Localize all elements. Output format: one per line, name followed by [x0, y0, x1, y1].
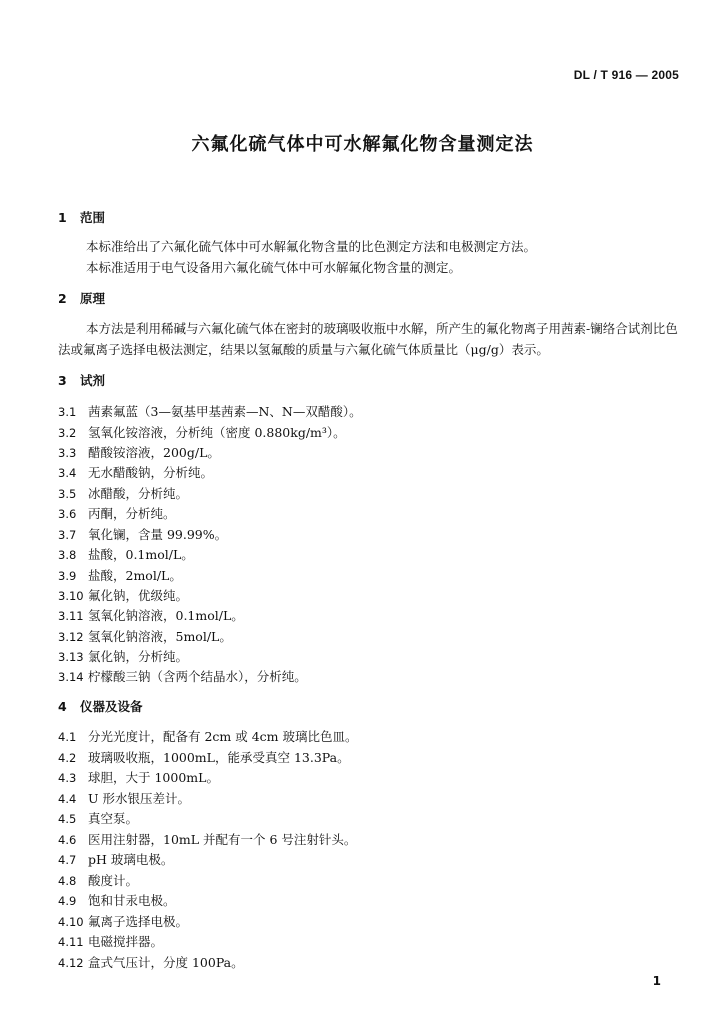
- item-text: 球胆，大于 1000mL。: [88, 770, 219, 785]
- reagent-item: [58, 586, 188, 604]
- item-number: 3.6: [58, 507, 77, 521]
- item-number: 3.4: [58, 466, 77, 480]
- item-number: 4.2: [58, 751, 77, 765]
- item-text: 氢氧化钠溶液，5mol/L。: [88, 629, 232, 644]
- reagent-item: [58, 504, 176, 522]
- item-number: 3.1: [58, 405, 77, 419]
- item-number: 3.14: [58, 670, 84, 684]
- item-text: 氟化钠，优级纯。: [88, 588, 189, 603]
- item-number: 3.12: [58, 630, 84, 644]
- scope-paragraph-2: 本标准适用于电气设备用六氟化硫气体中可水解氟化物含量的测定。: [86, 260, 462, 275]
- item-number: 4.10: [58, 915, 84, 929]
- reagent-item: [58, 667, 307, 685]
- item-text: 盒式气压计，分度 100Pa。: [88, 955, 244, 970]
- standard-code: DL / T 916 — 2005: [573, 68, 679, 82]
- item-number: 4.12: [58, 956, 84, 970]
- reagent-item: [58, 423, 346, 441]
- item-number: 3.8: [58, 548, 77, 562]
- item-text: 玻璃吸收瓶，1000mL，能承受真空 13.3Pa。: [88, 750, 350, 765]
- apparatus-item: [58, 748, 350, 766]
- apparatus-item: [58, 932, 163, 950]
- item-text: pH 玻璃电极。: [88, 852, 174, 867]
- section-heading-scope: [58, 208, 105, 226]
- item-text: U 形水银压差计。: [88, 791, 191, 806]
- apparatus-item: [58, 768, 219, 786]
- section-number: 1: [58, 210, 67, 225]
- section-heading-principle: [58, 289, 105, 307]
- item-text: 氧化镧，含量 99.99%。: [88, 527, 228, 542]
- item-number: 3.9: [58, 569, 77, 583]
- item-text: 冰醋酸，分析纯。: [88, 486, 189, 501]
- item-text: 盐酸，0.1mol/L。: [88, 547, 194, 562]
- section-heading-reagents: [58, 371, 105, 389]
- section-number: 3: [58, 373, 67, 388]
- item-number: 4.4: [58, 792, 77, 806]
- principle-paragraph: 本方法是利用稀碱与六氟化硫气体在密封的玻璃吸收瓶中水解，所产生的氟化物离子用茜素-镧络合试剂比色法或氟离子选择电极法测定，结果以氢氟酸的质量与六氟化硫气体质量比（μg/g）表示。: [58, 321, 678, 357]
- apparatus-item: [58, 727, 358, 745]
- item-number: 4.8: [58, 874, 77, 888]
- item-number: 4.3: [58, 771, 77, 785]
- reagent-item: [58, 647, 188, 665]
- apparatus-item: [58, 850, 173, 868]
- item-number: 3.5: [58, 487, 77, 501]
- item-number: 4.7: [58, 853, 77, 867]
- apparatus-item: [58, 830, 356, 848]
- scope-paragraph-1: 本标准给出了六氟化硫气体中可水解氟化物含量的比色测定方法和电极测定方法。: [86, 239, 537, 254]
- item-text: 饱和甘汞电极。: [88, 893, 176, 908]
- item-text: 分光光度计，配备有 2cm 或 4cm 玻璃比色皿。: [88, 729, 358, 744]
- item-text: 电磁搅拌器。: [88, 934, 164, 949]
- item-text: 氟离子选择电极。: [88, 914, 189, 929]
- reagent-item: [58, 484, 188, 502]
- item-text: 氢氧化铵溶液，分析纯（密度 0.880kg/m³）。: [88, 425, 346, 440]
- reagent-item: [58, 606, 244, 624]
- item-number: 4.1: [58, 730, 77, 744]
- reagent-item: [58, 566, 182, 584]
- item-number: 4.9: [58, 894, 77, 908]
- item-text: 盐酸，2mol/L。: [88, 568, 182, 583]
- document-title: 六氟化硫气体中可水解氟化物含量测定法: [191, 134, 534, 155]
- section-heading-apparatus: [58, 697, 143, 715]
- item-number: 3.7: [58, 528, 77, 542]
- apparatus-item: [58, 912, 188, 930]
- apparatus-item: [58, 809, 138, 827]
- item-text: 柠檬酸三钠（含两个结晶水），分析纯。: [88, 669, 307, 684]
- reagent-item: [58, 627, 232, 645]
- item-text: 醋酸铵溶液，200g/L。: [88, 445, 220, 460]
- apparatus-item: [58, 789, 190, 807]
- section-title: 原理: [80, 291, 106, 306]
- item-text: 茜素氟蓝（3—氨基甲基茜素—N、N—双醋酸）。: [88, 404, 362, 419]
- page-number: 1: [652, 974, 661, 988]
- item-text: 丙酮，分析纯。: [88, 506, 176, 521]
- section-number: 2: [58, 291, 67, 306]
- item-number: 3.11: [58, 609, 84, 623]
- reagent-item: [58, 402, 362, 420]
- reagent-item: [58, 525, 227, 543]
- item-number: 4.5: [58, 812, 77, 826]
- item-text: 医用注射器，10mL 并配有一个 6 号注射针头。: [88, 832, 357, 847]
- apparatus-item: [58, 891, 176, 909]
- item-number: 3.13: [58, 650, 84, 664]
- section-title: 试剂: [80, 373, 106, 388]
- reagent-item: [58, 463, 213, 481]
- item-number: 3.2: [58, 426, 77, 440]
- item-text: 氢氧化钠溶液，0.1mol/L。: [88, 608, 244, 623]
- apparatus-item: [58, 953, 244, 971]
- section-title: 仪器及设备: [80, 699, 143, 714]
- item-number: 4.11: [58, 935, 84, 949]
- item-number: 4.6: [58, 833, 77, 847]
- section-number: 4: [58, 699, 67, 714]
- item-number: 3.10: [58, 589, 84, 603]
- item-text: 真空泵。: [88, 811, 139, 826]
- item-text: 酸度计。: [88, 873, 139, 888]
- reagent-item: [58, 443, 220, 461]
- item-text: 氯化钠，分析纯。: [88, 649, 189, 664]
- apparatus-item: [58, 871, 138, 889]
- section-title: 范围: [80, 210, 106, 225]
- item-number: 3.3: [58, 446, 77, 460]
- reagent-item: [58, 545, 194, 563]
- item-text: 无水醋酸钠，分析纯。: [88, 465, 214, 480]
